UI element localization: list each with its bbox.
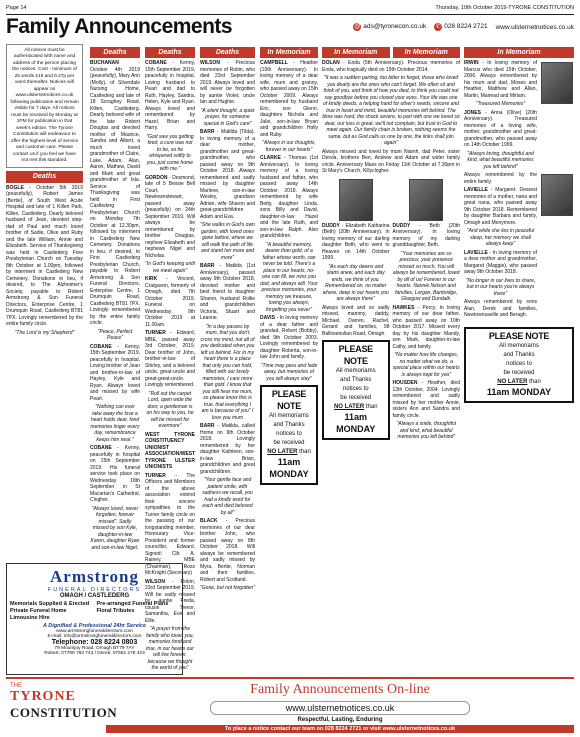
photo	[541, 62, 573, 104]
column-2-content	[90, 60, 140, 551]
verse: "Gone, but not forgotten"	[200, 585, 255, 592]
notice-name: BARR	[200, 423, 218, 430]
notice-name: GORDON	[145, 174, 170, 181]
email-contact[interactable]: @ ads@tyronecon.co.uk	[354, 23, 427, 30]
footer-banner	[6, 677, 574, 733]
notice-name: DUDDY	[392, 222, 420, 229]
column-4-content	[200, 60, 255, 592]
verse: "Your memories are so precious, your presence missed so much, You will always be remembered, loved by all of us! Forever in our hearts. Nannie Nelson and families, Lorgan, Banbridge, Glasgow and Dundalk.	[392, 250, 460, 303]
logo-tyrone: TYRONE	[10, 689, 76, 704]
please-note-title: PLEASE NOTE	[488, 330, 550, 341]
column-7	[464, 44, 574, 563]
duddy-notice	[322, 223, 390, 338]
please-line: be received	[340, 395, 372, 402]
verse: "No longer in our lives to share, but in our hearts you're always there"	[465, 277, 536, 297]
column-5-content	[260, 60, 318, 382]
in-memoriam-header: In Memoriam	[260, 47, 318, 58]
verse: "As each day dawns and starts anew, and each day ends, we think of you. Remembered on, no matter where, deep in our hearts you are always there"	[322, 263, 389, 303]
in-memoriam-header: In Memoriam	[322, 47, 390, 58]
please-line: NO LATER than	[497, 379, 541, 386]
verse: "God saw you getting tired, a cure was not to be, so he whispered softly to you, just come home with me."	[146, 133, 194, 173]
service-item: Private Funeral Home	[10, 608, 67, 614]
please-note-box	[260, 385, 318, 485]
notice-entry: CLARKE - Thomas (1st Anniversary). In loving memory of a loving husband and father, who passed away 14th October, 2018. Always remembered by wife Betty, daughter Linda, sons Billy and David, daughter-in-law Hazel and the late Ruth, and son-in-law Ralph. Also grandchildren.	[260, 155, 318, 240]
verse: "Always loving, thoughtful and kind, what beautiful memories you left behind"	[467, 150, 534, 170]
notice-name: DUDDY	[322, 222, 342, 229]
verse: "Peace, Perfect Peace"	[97, 328, 133, 342]
notice-name: DAVIS	[260, 315, 277, 322]
notice-entry: BOGLE - October 5th 2019 (peacefully), Robert James (Bertie), of South West Acute Hospital and late of 1 Killen Park, Killen, Castlederg. Dearly beloved husband of Jean, devoted step-dad of Paul and much loved brother of Sadie, Olive and Ruby and the late William, Annie and Elizabeth. Service of Thanksgiving was held in Castlederg Free Presbyterian Church on Tuesday 8th October at 1.00pm, followed by interment in Castlederg New Cemetery. Donations in lieu, if desired, to The Alzheimer's Society, payable to Robert Armstrong & Son Funeral Directors, Enterprise Centre, 1 Drumquin Road, Castlederg BT81 7PX. Lovingly remembered by the entire family circle.	[6, 184, 83, 328]
submission-notice: All notices must be authenticated with name and address of the person placing the notices. Cost - minimum of 25 words £15 and 0.27p per word thereafter. Notices will appear on www.ulsternetnotices.co.uk following publication and remain visible for 7 days. All notices must be received by Monday at 1PM for publication in that week's edition. The Tyrone Constitution will endeavour to offer the highest level of service and customer care. Please contact us if you feel we have not met this standard.	[6, 44, 83, 168]
services-list	[10, 601, 179, 621]
notice-entry: DAVIS - In loving memory of a dear father and grandad, Robert (Bobby), died 9th October 2003. Lovingly remembered by daughter Roberta, son-in-law John and family.	[260, 315, 318, 361]
notice-name: LAVIELLE	[464, 249, 490, 256]
notice-entry: DOLAN - Enda (5th Anniversary). Precious memories of Enda, who tragically died on 15th October 2014.	[322, 60, 460, 73]
notice-entry: Always remembered by the entire family.	[464, 172, 537, 185]
notice-name: WILSON	[200, 60, 227, 67]
verse: "A prayer from the family who loved you, memories fond and true, in our hearts our will live forever, because we thought the world of you"	[146, 626, 194, 672]
notice-name: LAVIELLE	[464, 187, 491, 194]
armstrong-location: OMAGH / CASTLEDERG	[59, 593, 130, 599]
masthead	[6, 15, 574, 39]
please-deadline: 11am MONDAY	[336, 412, 376, 435]
please-note-box	[322, 340, 390, 440]
verse: "Always a smile, thoughtful and kind, what beautiful memories you left behind"	[396, 421, 457, 441]
notice-entry: BARR - Matilda (Tilda). In loving memory of a dear mother, grandmother and great-grandmother, who passed away on 9th October 2018. Always remembered and sadly missed by daughter Marlene, son-in-law Wesley, grandson Adrian, wife Sharon and great-grandchildren Adam and Eva.	[200, 129, 255, 220]
verse: "Time may pass and fade away, but memories of you will always stay"	[260, 362, 318, 382]
please-line: be received	[503, 370, 535, 377]
please-note-title: PLEASE NOTE	[338, 344, 373, 366]
email-icon: @	[354, 24, 361, 30]
notice-entry: WILSON - Precious memories of Robin, who died 23rd September 2019. Always loved and will never be forgotten by auntie Violet, uncle Ian and Hughie.	[200, 60, 255, 106]
notice-name: KIRK	[145, 276, 167, 283]
armstrong-logo: Armstrong	[50, 567, 139, 586]
column-7-content	[464, 60, 537, 321]
service-item: Memorials Supplied & Erected	[10, 601, 90, 607]
notice-entry: COBANE - Kenny, peacefully in hospital on 15th September 2019. His funeral service took place on Wednesday 18th September in St Macartan's Cathedral, Clogher.	[90, 445, 140, 504]
notice-name: IRWIN	[464, 60, 483, 67]
verse: "And while she lies in peaceful sleep, her memory we shall always keep"	[466, 228, 535, 248]
notice-name: BARR	[200, 263, 220, 270]
notice-name: WILSON	[145, 578, 172, 585]
in-memoriam-header: In Memoriam	[393, 47, 461, 58]
photo	[541, 174, 573, 216]
notice-entry: Always loved and so sadly missed, mammy, daddy, Michael, Darren, Rachel, Gerard and families, 98 Ballinamullan Road, Omagh.	[322, 304, 390, 337]
please-line: and Thanks	[340, 377, 372, 384]
notice-name: CAMPBELL	[260, 60, 294, 67]
column-7-photos	[540, 60, 574, 321]
column-6-left	[322, 177, 390, 443]
deaths-header: Deaths	[90, 47, 140, 58]
please-line: notices to	[342, 386, 369, 393]
notice-name: BARR	[200, 129, 217, 136]
phone-icon: ✆	[435, 24, 441, 30]
armstrong-sub: FUNERAL DIRECTORS	[47, 587, 142, 593]
notice-name: BUCHANAN	[90, 60, 139, 67]
notice-entry: COBANE - Kenny, 15th September 2019, peacefully in hospital. Loving husband to Pearl and dad to Ruth, Hayley, Sandra, Helen, Kyle and Ryan. Always loved and remembered by Hazel, Brian and Harry.	[145, 60, 195, 132]
please-note-box	[464, 327, 574, 403]
deaths-header: Deaths	[145, 47, 195, 58]
armstrong-telephone: Telephone: 028 8224 0803	[51, 639, 138, 646]
notice-name: HOUSDEN	[392, 380, 422, 387]
notice-name: COBANE	[90, 445, 118, 452]
verse: "Nothing can ever take away the love a heart holds dear, fond memories linger every day, remembrance keeps him near."	[90, 404, 140, 443]
verse: "In God's keeping until we meet again"	[145, 261, 195, 274]
deaths-header: Deaths	[6, 171, 83, 182]
footer-url[interactable]: www.ulsternetnotices.co.uk	[210, 701, 470, 715]
top-line	[6, 5, 574, 15]
notice-name: COBANE	[145, 60, 173, 67]
verse: "It was a sudden parting, too bitter to forget, those who loved you dearly are the ones who can't forget. We often sit and think of you, and think of how you died, to think you could not say goodbye before you closed your eyes. Your life was one of kindly deeds, a helping hand for other's needs, sincere and true in heart and mind, beautiful memories left behind. The blow was hard, the shock severe, to part with one we loved so dear, our loss is great, we'll not complain, but trust in God to meet again. Our family chain is broken, nothing seems the same, but as God calls us one by one, the links shall join again"	[322, 75, 460, 147]
notice-entry: DUDDY - Beth (20th Anniversary). In loving memory of my darling granddaughter, Beth.	[392, 222, 460, 249]
verse: "Treasured Memories"	[475, 101, 526, 108]
left-column	[6, 44, 83, 563]
armstrong-address: 79 Mountjoy Road, Omagh BT79 7AY	[54, 646, 135, 651]
armstrong-advert	[6, 563, 183, 675]
tyrone-constitution-logo	[6, 679, 118, 733]
column-7-split	[464, 60, 574, 321]
please-line: be received	[273, 440, 305, 447]
notice-entry: BARR - Matilda, called Home on 9th October 2018. Lovingly remembered by her daughter Kathleen, son-in-law Brian, grandchildren and great grandchildren.	[200, 423, 255, 475]
verse: "A beautiful memory, dearer than gold, of a father whose worth, can never be told. There's a place in our hearts, no-one can fill, we miss you dad, and always will. Your precious memories, your memory we treasure, loving you always, forgetting you never"	[260, 241, 318, 313]
notice-name: JONES	[464, 109, 486, 116]
verse: "Always loved, never forgotten, forever missed". Sadly missed by son Kyle, daughter-in-law Karen, daughter Ryan and son-in-law Nigel.	[90, 505, 140, 551]
please-line: NO LATER than	[267, 449, 311, 456]
notice-entry: COBANE - Kenny, 15th September 2019, peacefully in hospital. Loving brother of Jean and brother-in-law of Hayley, Kyle and Ryan. Always loved and missed by wife Pearl.	[90, 343, 140, 402]
footer-content	[106, 679, 574, 733]
contact-strip	[353, 23, 574, 31]
column-5	[260, 44, 318, 563]
verse: "A silent thought, a quiet prayer, for someone special in God's care"	[200, 107, 255, 127]
column-3	[145, 44, 196, 672]
notice-entry: LAVIELLE - Margaret. Dearest memories of a mother, nana and great nana, who passed away 9th October 2018. Remembered by daughter Barbara and family, Omagh and Monymore.	[464, 187, 537, 226]
please-line: NO LATER than	[333, 404, 378, 411]
notice-entry: CAMPBELL - Heather (10th Anniversary). In loving memory of a dear wife, mum and granny, who passed away on 15th October 2009. Always remembered by husband Eric, son Glenn, daughters Nichola and Julie, son-in-law Bryan and grandchildren Holly and Ruby.	[260, 60, 319, 138]
notice-entry: Always missed and loved by mum Niamh, dad Peter, sister Dervla, brothers Ben, Andrew and Adam and wider family circle. Anniversary Mass on Friday 11th October at 7.30pm in St Mary's Church, Killyclogher.	[322, 148, 460, 175]
footer-note: To place a notice contact our team on 028 8224 2721 or visit www.ulsternetnotices.co.uk	[106, 725, 574, 733]
notice-entry: TURNER - The Officers and Members of the above association extend their sincere sympathies to the Turner family circle on the passing of our longstanding member, Honourary Vice-President and former councillor, Edward. Signed: Cllr. A. Rainey, MBE (Chairman), Ross McKnight (Secretary)	[145, 472, 195, 577]
column-6-right	[393, 177, 461, 443]
notice-entry: Always remembered by sons Alan, Derek and families, Newtownsaville and Beragh.	[464, 299, 537, 319]
notice-entry: DUDDY - Elizabeth Katharina (Beth) (20th Anniversary). In loving memory of our darling daughter Beth, who went to Heaven on 14th October 1999.	[322, 222, 390, 262]
notice-name: HAWKES	[392, 304, 418, 311]
logo-constitution: CONSTITUTION	[10, 705, 118, 720]
verse: "She walks in God's own garden, with loved ones gone before, where we will walk the path of life and stand her more and more"	[200, 222, 255, 261]
notice-name: TURNER	[145, 472, 176, 479]
please-line: and Thanks	[273, 422, 305, 429]
verse: "No matter how life changes, no matter what we do, a special place within our hearts is always kept for you"	[392, 352, 460, 378]
verse: "In a day passes by mum, that you don't cross my mind, not all of you dedicated when you left us behind. For in my heart there is a place that only you can hold, filled with our lovely memories, I care more than gold. I know that you still hear me mum, so please know this is true, that everything I am is because of you" I love you mum	[200, 323, 255, 421]
notice-name: COBANE	[90, 343, 118, 350]
verse: "The Lord is my Shepherd"	[14, 329, 75, 336]
please-deadline: 11am MONDAY	[269, 457, 309, 480]
notice-name: WEST TYRONE CONSTITUENCY UNIONIST ASSOCIATION/WEST TYRONE ULSTER UNIONISTS	[145, 431, 196, 471]
notice-entry: LAVIELLE - In loving memory of a dear mother and grandmother, Margaret (Maggie), who passed away 9th October 2018.	[464, 249, 538, 276]
notice-name: TURNER	[145, 330, 171, 337]
notice-name: BLACK	[200, 518, 226, 525]
website-link[interactable]: www.ulsternetnotices.co.uk	[495, 23, 574, 31]
notice-entry: HOUSDEN - Heather, died 13th October, 2004. Lovingly remembered and sadly missed by her mother Annie, sisters Ann and Sandra and family circle.	[392, 380, 460, 419]
please-note-title: PLEASE NOTE	[271, 389, 307, 411]
please-line: All memoriams	[335, 368, 376, 375]
service-item: Floral Tributes	[96, 608, 135, 614]
please-line: notices to	[276, 431, 302, 438]
please-line: All memoriams	[269, 413, 309, 420]
notice-name: CLARKE	[260, 155, 284, 162]
verse: "Your gentle face and patient smile, with sadness we recall, you had a kindly word for each and died beloved by all"	[202, 477, 253, 516]
footer-heading: Family Announcements On-line	[250, 682, 430, 697]
page-title: Family Announcements	[6, 15, 233, 38]
notice-entry: TURNER - Edward, MBE, passed away 3rd October, 2019. Dear brother of John, brother-in-law of Shirley, and a beloved uncle, great-uncle and great-great-uncle. Lovingly remembered.	[145, 330, 195, 389]
service-item: Limousine Hire	[10, 615, 50, 621]
photo	[409, 179, 443, 221]
dolan-notice	[322, 60, 460, 175]
deaths-header: Deaths	[200, 47, 255, 58]
phone-contact[interactable]: ✆ 028 8224 2721	[435, 23, 488, 30]
column-4	[200, 44, 255, 592]
column-6-right-content	[393, 223, 461, 441]
logo-the: THE	[10, 683, 22, 689]
notice-entry: GORDON - Desmond, late of 5 Bessie Bell Court, Newtownstewart, passed away (peacefully) on 24th September 2019. Will always be remembered by brother Douglas, nephew Elizabeth and nephews Nigel and Nicholas.	[145, 174, 196, 259]
notice-entry: WILSON - Robin, 23rd September 2019. Will be sadly missed by auntie Freda, cousin Trevor, Samantha, Eve and Ellie.	[145, 578, 195, 624]
memoriam-split	[322, 177, 460, 443]
notice-name: BOGLE	[6, 184, 30, 191]
verse: "Always in our thoughts, forever in our hearts"	[262, 140, 316, 153]
notice-entry: IRWIN - In loving memory of Marcus who died 15th October, 2006. Always remembered by his mum and dad, Moses and Heather, Matthew and Allan, Martin, Mairead and Miriam.	[464, 60, 537, 99]
armstrong-web[interactable]: www.armstrongfuneraldirectors.com	[56, 629, 133, 634]
notice-entry: BARR - Matilda (1st Anniversary), passed away 9th October 2018, devoted mother and best friend to daughter Sharon, husband Rollie and grandchildren Victoria, Stuart and Leanne.	[200, 263, 255, 322]
notice-name: DOLAN	[322, 60, 344, 67]
notice-entry: KIRK - Vincent, Craigavon, formerly of Omagh, died 7th October 2019. Funeral on Wednesday 9th October 2019 at 11.00am.	[145, 276, 195, 328]
photo	[339, 179, 373, 221]
armstrong-mobiles: Robert: 07799 783 743 / Derek: 07562 278 423	[44, 651, 145, 656]
notice-entry: JONES - Anna (Olive) (20th Anniversary). Treasured memories of a loving wife, mother, grandmother and great-grandmother, who passed away on 14th October 1999.	[464, 109, 537, 149]
date-line: Thursday, 10th October 2019-TYRONE CONSTITUTION	[435, 5, 574, 11]
column-6	[322, 44, 460, 563]
in-memoriam-header: In Memoriam	[464, 47, 574, 58]
memoriam-headers	[322, 44, 460, 60]
notice-entry: HAWKES - Percy. In loving memory of our dear father, who passed away on 10th October 2017. Missed every day by his daughter Mandy, son Mark, daughter-in-law Cathy, and family.	[392, 304, 460, 350]
notice-entry: BLACK - Precious memories of our dear brother John, who passed away on 8th October 2018. Will always be remembered and sadly missed by Myra, Bertie, Norman and their families, Robert and Scotland.	[200, 518, 255, 583]
service-item: Pre-arranged Funeral Plans	[96, 601, 169, 607]
verse: "Roll out the carpet Lord, open wide the door, a gentleman is on his way to you, he will be missed for evermore"	[146, 390, 194, 430]
armstrong-email[interactable]: E-mail: info@armstrongfuneraldirectors.com	[47, 634, 142, 639]
notice-entry: BUCHANAN - October 4th 2019 (peacefully), Mary Ann (Molly), of Silverdale Nursing Home, Castlederg and late of 18 Scraghey Road, Killen, Castlederg. Dearly beloved wife of the late Robert Douglas and devoted mother of Maurice, Sandra and Albert, a much loved grandmother of Claire, Luke, Adam, Alan, Aaron, Mathew, David and Mark and great grandmother of Isla. Service of Thanksgiving was held in First Castlederg Presbyterian Church on Monday 7th October at 12.30pm, followed by interment in Castlederg New Cemetery. Donations in lieu, if desired, to First Castlederg Presbyterian Church, payable to Robert Armstrong & Son Funeral Directors, Enterprise Centre, 1 Drumquin Road, Castlederg BT81 7PX. Lovingly remembered by the entire family circle.	[90, 60, 140, 327]
column-1	[6, 185, 83, 337]
footer-tagline: Respectful, Lasting, Enduring	[297, 717, 383, 723]
notice-entry	[145, 432, 195, 471]
please-line: All memoriams	[499, 343, 539, 350]
armstrong-tagline: A Dignified & Professional 24hr Service	[42, 623, 147, 629]
please-deadline: 11am MONDAY	[486, 387, 552, 398]
please-line: and Thanks	[503, 352, 535, 359]
column-2	[90, 44, 140, 563]
page-number: Page 14	[6, 5, 27, 11]
please-line: notices to	[506, 361, 532, 368]
